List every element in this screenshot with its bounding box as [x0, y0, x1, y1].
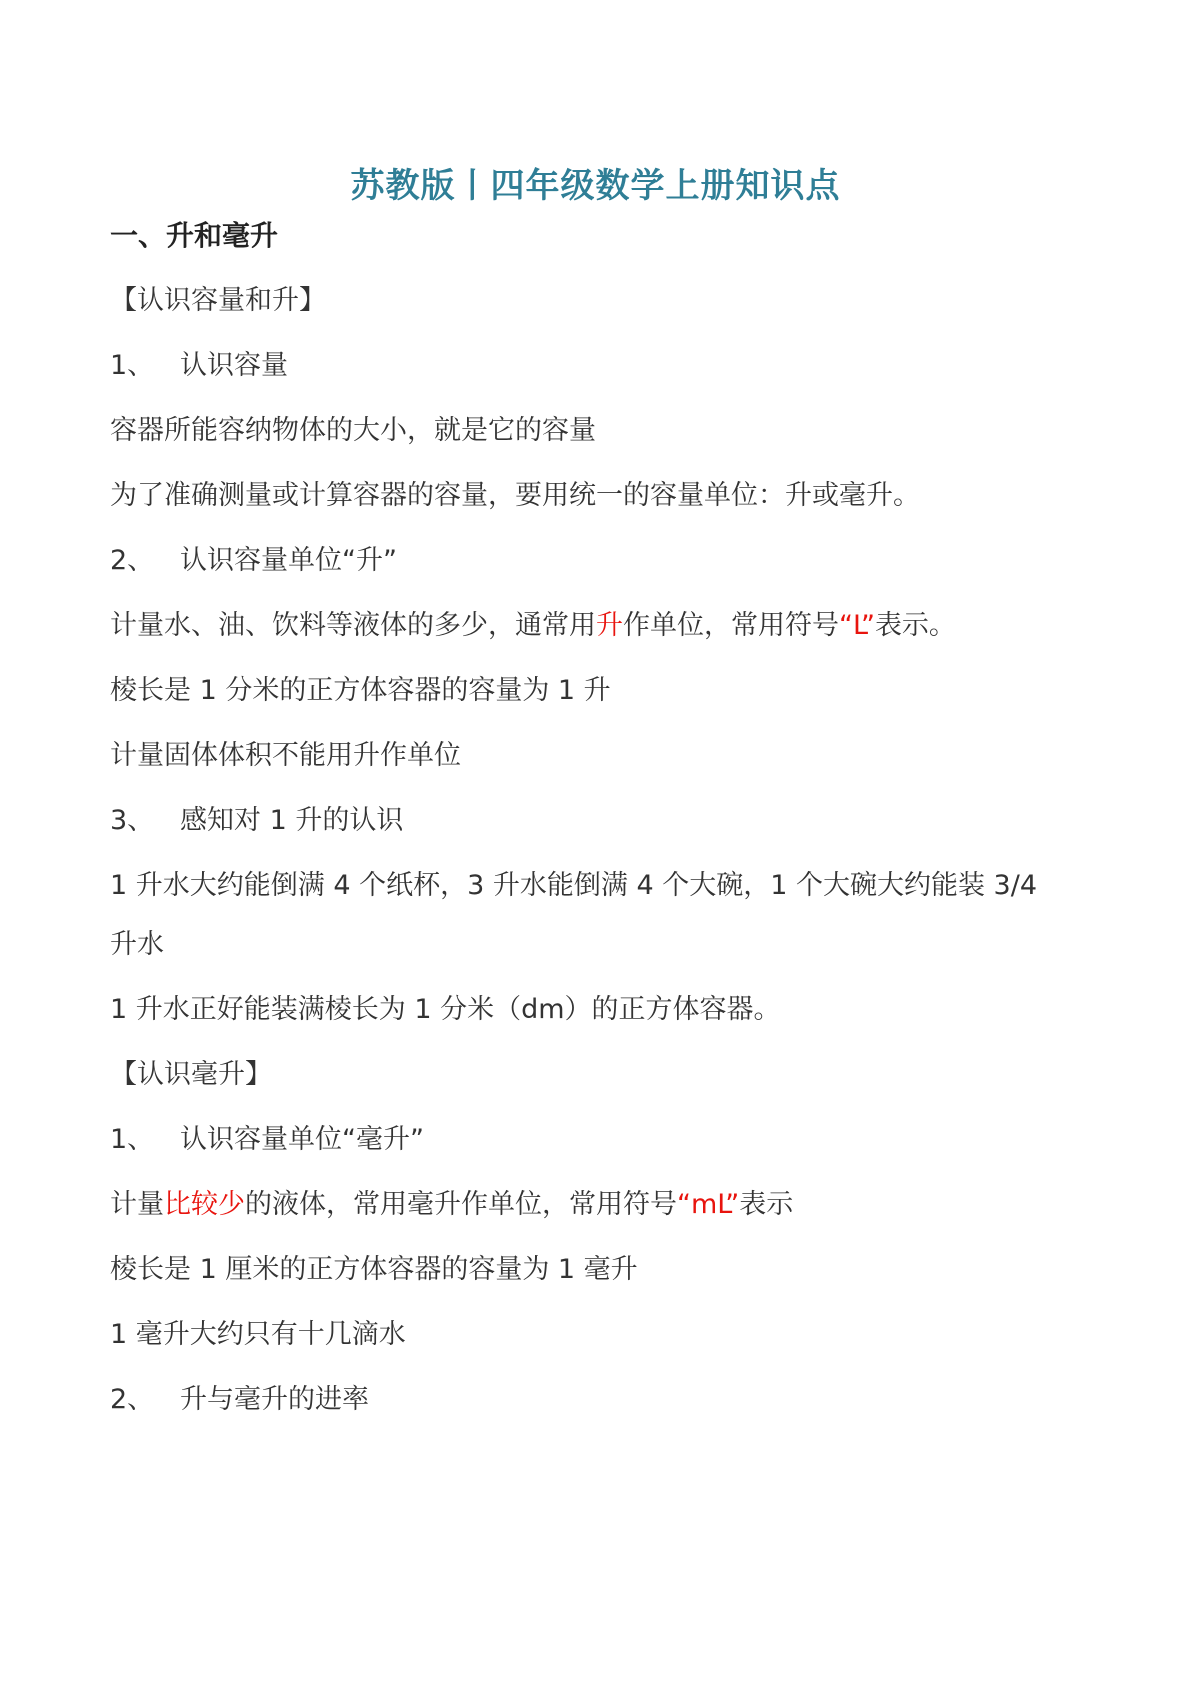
list-item-1: [110, 348, 288, 384]
section-heading: 一、升和毫升: [110, 219, 279, 252]
subsection-heading-capacity-and-liter: 【认识容量和升】: [110, 285, 326, 316]
paragraph: 1 升水正好能装满棱长为 1 分米（dm）的正方体容器。: [110, 994, 781, 1025]
text-segment: 作单位，常用符号: [623, 610, 839, 641]
list-item-2: [110, 1382, 369, 1418]
paragraph: 计量固体体积不能用升作单位: [110, 740, 461, 771]
text-segment: 计量: [110, 1189, 164, 1220]
list-number: 1、: [110, 350, 155, 381]
list-item-2: [110, 543, 397, 579]
paragraph-liter-symbol: [110, 608, 956, 644]
paragraph: 为了准确测量或计算容器的容量，要用统一的容量单位：升或毫升。: [110, 480, 920, 511]
highlight-text: 升: [596, 610, 623, 641]
list-item-1: [110, 1122, 424, 1158]
list-item-3: [110, 803, 403, 839]
paragraph-continuation: 升水: [110, 929, 164, 960]
list-item-text: 认识容量: [180, 350, 288, 381]
paragraph: 1 毫升大约只有十几滴水: [110, 1319, 406, 1350]
text-segment: 的液体，常用毫升作单位，常用符号: [245, 1189, 677, 1220]
paragraph: 容器所能容纳物体的大小，就是它的容量: [110, 415, 596, 446]
paragraph: 1 升水大约能倒满 4 个纸杯，3 升水能倒满 4 个大碗，1 个大碗大约能装 3/4: [110, 870, 1038, 901]
highlight-text: “mL”: [677, 1189, 740, 1220]
list-item-text: 感知对 1 升的认识: [180, 805, 404, 836]
paragraph-milliliter-symbol: [110, 1187, 793, 1223]
highlight-text: “L”: [839, 610, 875, 641]
list-number: 2、: [110, 545, 155, 576]
list-item-text: 认识容量单位“毫升”: [180, 1124, 424, 1155]
subsection-heading-milliliter: 【认识毫升】: [110, 1059, 272, 1090]
highlight-text: 比较少: [164, 1189, 245, 1220]
list-number: 2、: [110, 1384, 155, 1415]
paragraph: 棱长是 1 分米的正方体容器的容量为 1 升: [110, 675, 611, 706]
paragraph: 棱长是 1 厘米的正方体容器的容量为 1 毫升: [110, 1254, 638, 1285]
text-segment: 表示。: [874, 610, 956, 641]
text-segment: 计量水、油、饮料等液体的多少，通常用: [110, 610, 596, 641]
list-item-text: 认识容量单位“升”: [180, 545, 397, 576]
text-segment: 表示: [739, 1189, 794, 1220]
list-number: 3、: [110, 805, 155, 836]
list-item-text: 升与毫升的进率: [180, 1384, 369, 1415]
list-number: 1、: [110, 1124, 155, 1155]
page-title: 苏教版丨四年级数学上册知识点: [350, 166, 841, 206]
